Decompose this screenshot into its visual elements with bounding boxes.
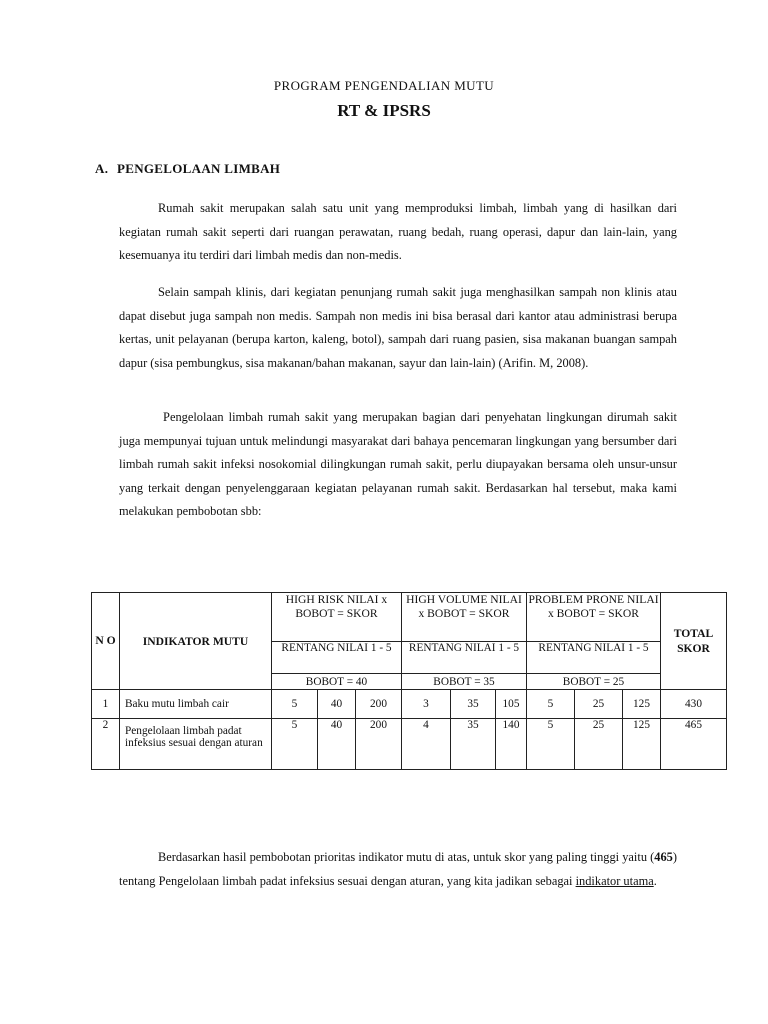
paragraph-4 [119,846,677,893]
document-title: PROGRAM PENGENDALIAN MUTU [273,78,495,93]
indikator-utama-underlined: indikator utama [575,873,654,888]
cell-value: 4 [402,719,451,770]
cell-value: 40 [318,690,356,719]
row-number: 2 [92,719,120,770]
paragraph-2 [119,281,677,375]
paragraph-4-text-middle: ) tentang Pengelolaan limbah padat infeksius sesuai dengan aturan, yang kita jadikan sebagai [119,850,677,888]
cell-value: 125 [623,719,661,770]
cell-value: 25 [575,690,623,719]
paragraph-3-text: Pengelolaan limbah rumah sakit yang merupakan bagian dari penyehatan lingkungan dirumah sakit juga mempunyai tujuan untuk melindungi masyarakat dari bahaya pencemaran lingkungan yang bersumber dari limbah rumah sakit infeksi nosokomial dilingkungan rumah sakit, perlu diupayakan bersama oleh unsur-unsur yang terkait dengan penyelenggaraan kegiatan pelayanan rumah sakit. Berdasarkan hal tersebut, maka kami melakukan pembobotan sbb: [119,410,677,518]
highest-score: 465 [654,850,673,864]
paragraph-4-text-start: Berdasarkan hasil pembobotan prioritas indikator mutu di atas, untuk skor yang paling tinggi yaitu ( [158,850,655,864]
bobot-high-risk: BOBOT = 40 [272,674,402,690]
row-indikator: Pengelolaan limbah padat infeksius sesuai dengan aturan [120,719,272,770]
cell-value: 35 [451,690,496,719]
row-total: 465 [661,719,727,770]
range-high-volume: RENTANG NILAI 1 - 5 [402,642,527,674]
cell-value: 35 [451,719,496,770]
cell-value: 5 [272,719,318,770]
table-row [92,690,727,719]
row-number: 1 [92,690,120,719]
group-header-problem-prone: PROBLEM PRONE NILAI x BOBOT = SKOR [527,593,661,642]
bobot-problem-prone: BOBOT = 25 [527,674,661,690]
indikator-header: INDIKATOR MUTU [120,593,272,690]
cell-value: 40 [318,719,356,770]
cell-value: 5 [272,690,318,719]
row-indikator: Baku mutu limbah cair [120,690,272,719]
range-high-risk: RENTANG NILAI 1 - 5 [272,642,402,674]
paragraph-3 [119,406,677,524]
paragraph-1 [119,197,677,268]
section-title: PENGELOLAAN LIMBAH [117,161,281,176]
cell-value: 125 [623,690,661,719]
cell-value: 5 [527,690,575,719]
cell-value: 25 [575,719,623,770]
section-heading [95,161,280,177]
total-header: TOTAL SKOR [661,593,727,690]
cell-value: 3 [402,690,451,719]
bobot-high-volume: BOBOT = 35 [402,674,527,690]
cell-value: 5 [527,719,575,770]
no-header: N O [92,593,120,690]
table-row [92,719,727,770]
range-problem-prone: RENTANG NILAI 1 - 5 [527,642,661,674]
group-header-high-volume: HIGH VOLUME NILAI x BOBOT = SKOR [402,593,527,642]
cell-value: 200 [356,690,402,719]
cell-value: 105 [496,690,527,719]
group-header-high-risk: HIGH RISK NILAI x BOBOT = SKOR [272,593,402,642]
scoring-table [91,592,727,770]
row-total: 430 [661,690,727,719]
cell-value: 200 [356,719,402,770]
document-subtitle: RT & IPSRS [337,101,431,120]
paragraph-1-text: Rumah sakit merupakan salah satu unit yang memproduksi limbah, limbah yang di hasilkan dari kegiatan rumah sakit seperti dari ruangan perawatan, ruang bedah, ruang operasi, dapur dan lain-lain, yang kesemuanya itu terdiri dari limbah medis dan non-medis. [119,201,677,262]
paragraph-2-text: Selain sampah klinis, dari kegiatan penunjang rumah sakit juga menghasilkan sampah non klinis atau dapat disebut juga sampah non medis. Sampah non medis ini bisa berasal dari kantor atau administrasi berupa kertas, unit pelayanan (berupa karton, kaleng, botol), sampah dari ruang pasien, sisa makanan buangan sampah dapur (sisa pembungkus, sisa makanan/bahan makanan, sayur dan lain-lain) (Arifin. M, 2008). [119,285,677,370]
cell-value: 140 [496,719,527,770]
paragraph-4-text-end: . [653,873,657,888]
section-number: A. [95,161,109,176]
